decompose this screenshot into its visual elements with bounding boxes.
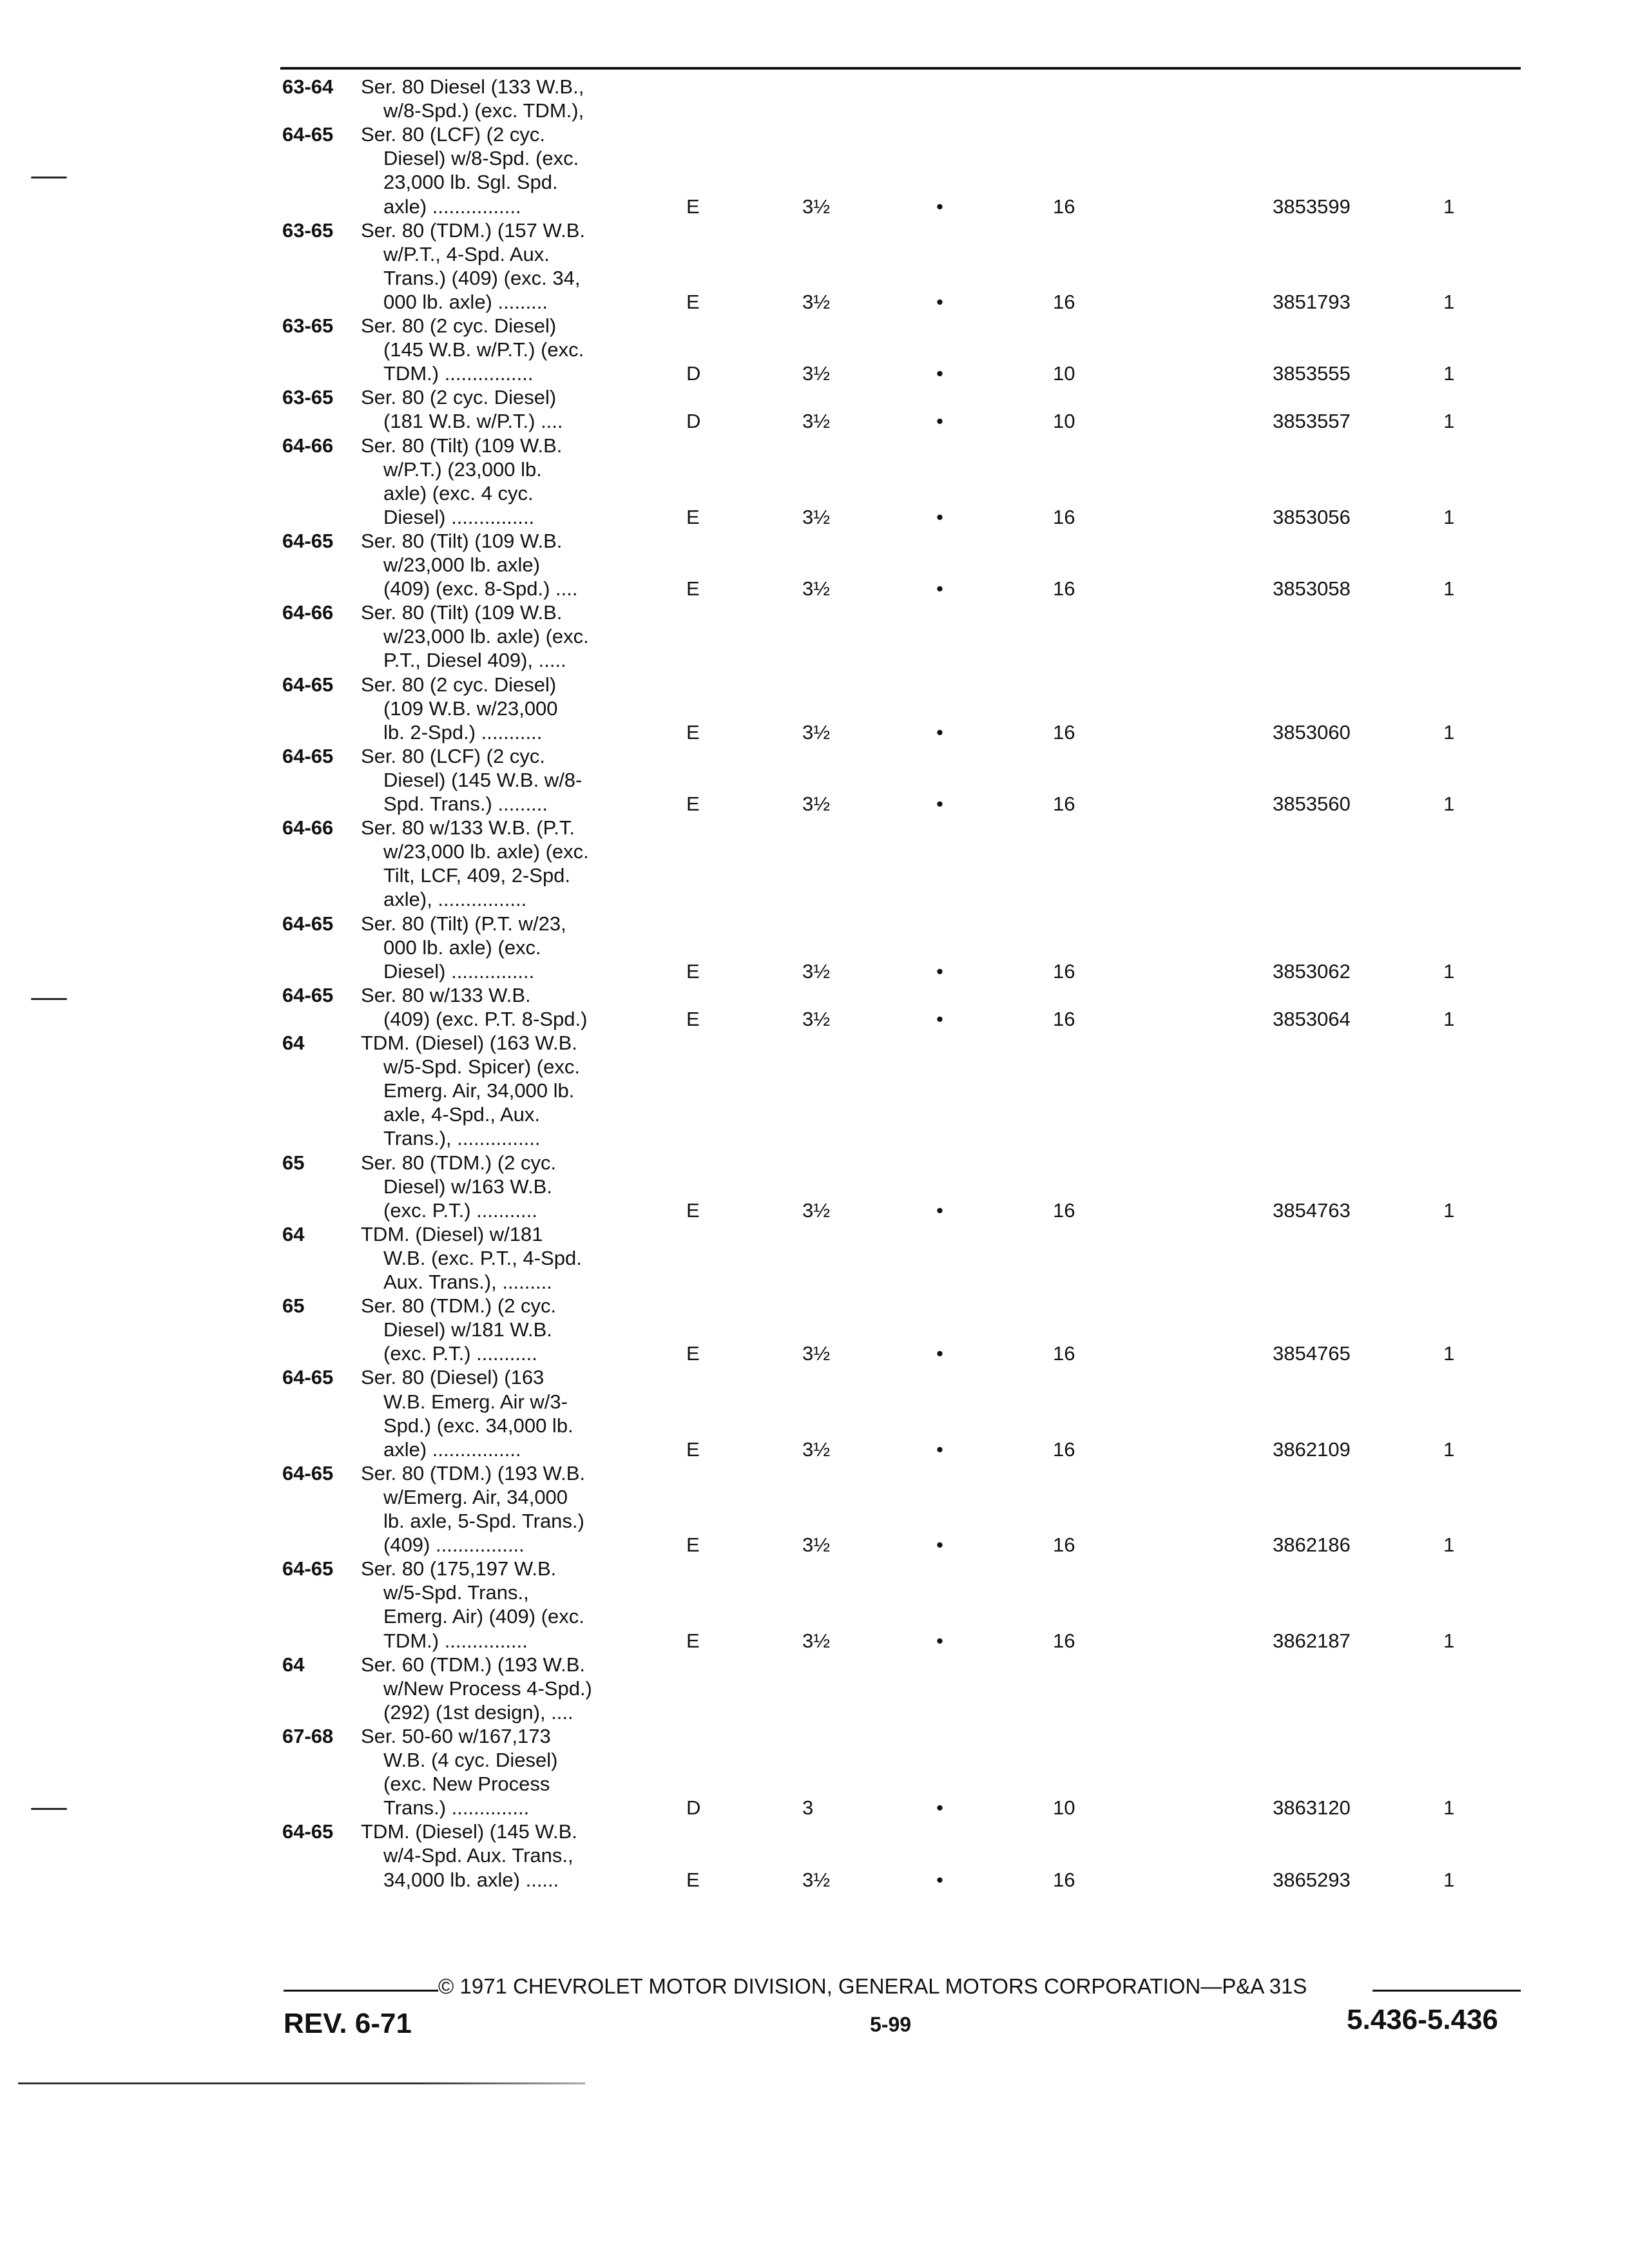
- row-description-line: Ser. 80 (Tilt) (109 W.B.: [361, 529, 563, 552]
- row-size: 3½: [802, 505, 831, 528]
- row-number: 16: [1053, 505, 1075, 528]
- row-code: E: [686, 1629, 700, 1652]
- row-quantity: 1: [1443, 505, 1455, 528]
- row-part-number: 3862109: [1273, 1437, 1351, 1461]
- row-description-line: 000 lb. axle) (exc.: [383, 936, 541, 959]
- row-description-line: (181 W.B. w/P.T.) ....: [383, 410, 563, 433]
- row-years: 64-65: [282, 123, 334, 146]
- row-code: D: [686, 1796, 701, 1820]
- row-description-line: Emerg. Air, 34,000 lb.: [383, 1079, 575, 1102]
- row-description-line: Aux. Trans.), .........: [383, 1271, 552, 1293]
- row-description-line: Ser. 80 (Tilt) (P.T. w/23,: [361, 912, 566, 935]
- row-quantity: 1: [1443, 290, 1455, 313]
- row-number: 16: [1053, 793, 1075, 815]
- row-code: E: [686, 1868, 700, 1891]
- row-part-number: 3853560: [1273, 793, 1351, 815]
- row-description-line: 23,000 lb. Sgl. Spd.: [383, 171, 558, 194]
- row-description-line: axle) ................: [383, 1437, 521, 1461]
- row-description-line: w/23,000 lb. axle) (exc.: [383, 625, 589, 648]
- row-description-line: Ser. 80 (175,197 W.B.: [361, 1557, 557, 1581]
- row-size: 3½: [802, 195, 831, 218]
- footer-rule-left: [284, 1990, 438, 1992]
- row-description-line: Ser. 50-60 w/167,173: [361, 1724, 551, 1747]
- row-description-line: w/23,000 lb. axle): [383, 553, 540, 576]
- row-number: 16: [1053, 959, 1075, 983]
- row-quantity: 1: [1443, 195, 1455, 218]
- row-description-line: (exc. New Process: [383, 1773, 550, 1796]
- row-code: E: [686, 1007, 700, 1030]
- row-description-line: Ser. 80 Diesel (133 W.B.,: [361, 75, 584, 98]
- row-years: 63-65: [282, 218, 334, 242]
- row-years: 64: [282, 1032, 305, 1054]
- row-description-line: TDM. (Diesel) w/181: [361, 1222, 543, 1245]
- row-bullet: •: [936, 1629, 943, 1652]
- row-years: 64-65: [282, 1461, 334, 1485]
- row-part-number: 3865293: [1273, 1868, 1351, 1891]
- row-description-line: (409) ................: [383, 1533, 525, 1557]
- row-bullet: •: [936, 1437, 943, 1461]
- row-part-number: 3853557: [1273, 410, 1351, 433]
- row-description-line: (145 W.B. w/P.T.) (exc.: [383, 338, 584, 361]
- row-number: 16: [1053, 1629, 1075, 1652]
- row-description-line: axle, 4-Spd., Aux.: [383, 1103, 540, 1126]
- row-description-line: Diesel) ...............: [383, 959, 535, 983]
- row-quantity: 1: [1443, 793, 1455, 815]
- row-years: 64-65: [282, 1557, 334, 1581]
- row-size: 3½: [802, 1629, 831, 1652]
- row-code: E: [686, 720, 700, 744]
- row-description-line: w/P.T.) (23,000 lb.: [383, 457, 542, 481]
- row-number: 16: [1053, 1868, 1075, 1891]
- row-part-number: 3854763: [1273, 1198, 1351, 1222]
- row-description-line: W.B. Emerg. Air w/3-: [383, 1390, 568, 1413]
- row-size: 3½: [802, 1007, 831, 1030]
- row-number: 16: [1053, 1007, 1075, 1030]
- row-size: 3½: [802, 1533, 831, 1557]
- row-part-number: 3863120: [1273, 1796, 1351, 1820]
- row-bullet: •: [936, 1342, 943, 1365]
- row-description-line: Ser. 80 (Tilt) (109 W.B.: [361, 434, 563, 457]
- row-description-line: Trans.) (409) (exc. 34,: [383, 266, 581, 289]
- row-number: 16: [1053, 195, 1075, 218]
- row-number: 16: [1053, 1198, 1075, 1222]
- row-description-line: Ser. 80 (2 cyc. Diesel): [361, 386, 557, 409]
- row-description-line: (exc. P.T.) ...........: [383, 1198, 537, 1222]
- row-description-line: axle) (exc. 4 cyc.: [383, 481, 534, 505]
- row-number: 16: [1053, 1437, 1075, 1461]
- row-bullet: •: [936, 505, 943, 528]
- row-description-line: (exc. P.T.) ...........: [383, 1342, 537, 1365]
- row-description-line: Diesel) w/163 W.B.: [383, 1175, 552, 1198]
- row-years: 64-65: [282, 529, 334, 552]
- row-code: E: [686, 1342, 700, 1365]
- row-description-line: W.B. (4 cyc. Diesel): [383, 1749, 558, 1771]
- row-code: E: [686, 195, 700, 218]
- margin-mark: [31, 998, 67, 1000]
- row-description-line: Diesel) (145 W.B. w/8-: [383, 768, 583, 791]
- margin-mark: [31, 1808, 67, 1810]
- row-description-line: Spd.) (exc. 34,000 lb.: [383, 1414, 574, 1437]
- row-number: 16: [1053, 290, 1075, 313]
- row-quantity: 1: [1443, 959, 1455, 983]
- row-quantity: 1: [1443, 362, 1455, 385]
- row-bullet: •: [936, 1007, 943, 1030]
- row-description-line: Ser. 80 (LCF) (2 cyc.: [361, 123, 545, 146]
- row-description-line: axle) ................: [383, 195, 521, 218]
- row-description-line: Diesel) ...............: [383, 505, 535, 528]
- row-years: 64-66: [282, 816, 334, 840]
- footer-rule-right: [1373, 1990, 1521, 1992]
- row-years: 65: [282, 1294, 305, 1318]
- row-description-line: (409) (exc. 8-Spd.) ....: [383, 577, 578, 601]
- row-description-line: Ser. 80 (TDM.) (2 cyc.: [361, 1294, 557, 1318]
- row-bullet: •: [936, 362, 943, 385]
- row-description-line: P.T., Diesel 409), .....: [383, 649, 566, 672]
- row-bullet: •: [936, 1868, 943, 1891]
- row-part-number: 3853058: [1273, 577, 1351, 601]
- row-description-line: 34,000 lb. axle) ......: [383, 1868, 559, 1891]
- row-description-line: Spd. Trans.) .........: [383, 793, 548, 815]
- row-description-line: (109 W.B. w/23,000: [383, 697, 558, 720]
- row-description-line: lb. axle, 5-Spd. Trans.): [383, 1510, 584, 1532]
- row-size: 3½: [802, 720, 831, 744]
- row-bullet: •: [936, 410, 943, 433]
- row-description-line: Ser. 80 w/133 W.B. (P.T.: [361, 816, 575, 840]
- row-part-number: 3853060: [1273, 720, 1351, 744]
- row-quantity: 1: [1443, 577, 1455, 601]
- row-description-line: Trans.), ...............: [383, 1127, 541, 1150]
- row-part-number: 3851793: [1273, 290, 1351, 313]
- row-size: 3½: [802, 1342, 831, 1365]
- row-number: 16: [1053, 720, 1075, 744]
- row-quantity: 1: [1443, 1342, 1455, 1365]
- row-quantity: 1: [1443, 1533, 1455, 1557]
- row-part-number: 3862187: [1273, 1629, 1351, 1652]
- row-years: 64-66: [282, 434, 334, 457]
- row-description-line: (409) (exc. P.T. 8-Spd.): [383, 1007, 588, 1030]
- row-description-line: TDM. (Diesel) (145 W.B.: [361, 1820, 577, 1843]
- row-number: 16: [1053, 1533, 1075, 1557]
- row-code: E: [686, 1533, 700, 1557]
- page-number: 5-99: [870, 2013, 912, 2036]
- row-bullet: •: [936, 720, 943, 744]
- bottom-rule: [18, 2082, 585, 2084]
- row-description-line: Ser. 80 (LCF) (2 cyc.: [361, 744, 545, 767]
- row-quantity: 1: [1443, 1198, 1455, 1222]
- row-years: 64: [282, 1222, 305, 1245]
- row-description-line: (292) (1st design), ....: [383, 1700, 574, 1724]
- row-code: E: [686, 290, 700, 313]
- row-description-line: w/P.T., 4-Spd. Aux.: [383, 242, 550, 265]
- row-number: 10: [1053, 410, 1075, 433]
- row-description-line: Emerg. Air) (409) (exc.: [383, 1605, 584, 1628]
- row-size: 3½: [802, 577, 831, 601]
- row-years: 64-65: [282, 673, 334, 696]
- row-years: 63-65: [282, 386, 334, 409]
- row-code: E: [686, 505, 700, 528]
- row-quantity: 1: [1443, 410, 1455, 433]
- row-years: 64: [282, 1653, 305, 1676]
- row-years: 64-66: [282, 601, 334, 624]
- row-part-number: 3854765: [1273, 1342, 1351, 1365]
- row-code: E: [686, 1437, 700, 1461]
- top-rule: [280, 67, 1521, 70]
- row-years: 65: [282, 1151, 305, 1174]
- row-size: 3½: [802, 1868, 831, 1891]
- row-code: E: [686, 577, 700, 601]
- row-code: E: [686, 959, 700, 983]
- row-quantity: 1: [1443, 1796, 1455, 1820]
- row-description-line: Ser. 80 (2 cyc. Diesel): [361, 673, 557, 696]
- row-size: 3½: [802, 290, 831, 313]
- section-number: 5.436-5.436: [1347, 2004, 1498, 2035]
- row-quantity: 1: [1443, 1007, 1455, 1030]
- row-description-line: TDM.) ...............: [383, 1629, 528, 1652]
- row-number: 16: [1053, 1342, 1075, 1365]
- row-part-number: 3853056: [1273, 505, 1351, 528]
- row-code: D: [686, 362, 701, 385]
- row-years: 67-68: [282, 1724, 334, 1747]
- row-bullet: •: [936, 793, 943, 815]
- row-years: 64-65: [282, 912, 334, 935]
- row-size: 3½: [802, 793, 831, 815]
- row-number: 10: [1053, 362, 1075, 385]
- row-bullet: •: [936, 1198, 943, 1222]
- row-description-line: Diesel) w/8-Spd. (exc.: [383, 147, 579, 170]
- row-size: 3½: [802, 1437, 831, 1461]
- row-years: 64-65: [282, 744, 334, 767]
- row-part-number: 3853062: [1273, 959, 1351, 983]
- row-description-line: Tilt, LCF, 409, 2-Spd.: [383, 864, 571, 887]
- row-description-line: w/4-Spd. Aux. Trans.,: [383, 1844, 574, 1867]
- row-years: 64-65: [282, 1820, 334, 1843]
- row-size: 3: [802, 1796, 814, 1820]
- row-description-line: Ser. 80 (TDM.) (193 W.B.: [361, 1461, 585, 1485]
- row-years: 63-64: [282, 75, 334, 98]
- row-description-line: Ser. 60 (TDM.) (193 W.B.: [361, 1653, 585, 1676]
- row-quantity: 1: [1443, 1437, 1455, 1461]
- row-size: 3½: [802, 410, 831, 433]
- row-bullet: •: [936, 1796, 943, 1820]
- row-bullet: •: [936, 959, 943, 983]
- row-bullet: •: [936, 195, 943, 218]
- row-years: 64-65: [282, 983, 334, 1006]
- row-description-line: w/New Process 4-Spd.): [383, 1677, 592, 1700]
- row-number: 10: [1053, 1796, 1075, 1820]
- row-part-number: 3853064: [1273, 1007, 1351, 1030]
- row-description-line: w/5-Spd. Spicer) (exc.: [383, 1055, 580, 1079]
- row-description-line: w/8-Spd.) (exc. TDM.),: [383, 99, 584, 122]
- row-size: 3½: [802, 959, 831, 983]
- row-description-line: Diesel) w/181 W.B.: [383, 1318, 552, 1341]
- row-bullet: •: [936, 1533, 943, 1557]
- row-description-line: 000 lb. axle) .........: [383, 290, 548, 313]
- row-years: 64-65: [282, 1366, 334, 1389]
- row-description-line: Ser. 80 w/133 W.B.: [361, 983, 531, 1006]
- row-bullet: •: [936, 290, 943, 313]
- row-quantity: 1: [1443, 1868, 1455, 1891]
- row-part-number: 3853555: [1273, 362, 1351, 385]
- row-description-line: Trans.) ..............: [383, 1796, 530, 1820]
- row-description-line: w/5-Spd. Trans.,: [383, 1581, 529, 1604]
- row-size: 3½: [802, 362, 831, 385]
- row-code: E: [686, 1198, 700, 1222]
- row-description-line: w/Emerg. Air, 34,000: [383, 1485, 568, 1508]
- row-description-line: Ser. 80 (TDM.) (157 W.B.: [361, 218, 585, 242]
- row-description-line: W.B. (exc. P.T., 4-Spd.: [383, 1246, 582, 1269]
- row-quantity: 1: [1443, 720, 1455, 744]
- row-description-line: TDM. (Diesel) (163 W.B.: [361, 1032, 577, 1054]
- row-description-line: lb. 2-Spd.) ...........: [383, 720, 543, 744]
- revision-label: REV. 6-71: [284, 2008, 412, 2039]
- row-code: E: [686, 793, 700, 815]
- row-description-line: Ser. 80 (2 cyc. Diesel): [361, 314, 557, 337]
- row-part-number: 3853599: [1273, 195, 1351, 218]
- row-description-line: axle), ................: [383, 888, 527, 911]
- footer-copyright: © 1971 CHEVROLET MOTOR DIVISION, GENERAL MOTORS CORPORATION—P&A 31S: [438, 1974, 1307, 1998]
- row-description-line: w/23,000 lb. axle) (exc.: [383, 840, 589, 863]
- row-description-line: Ser. 80 (Tilt) (109 W.B.: [361, 601, 563, 624]
- row-number: 16: [1053, 577, 1075, 601]
- row-part-number: 3862186: [1273, 1533, 1351, 1557]
- row-code: D: [686, 410, 701, 433]
- row-years: 63-65: [282, 314, 334, 337]
- row-bullet: •: [936, 577, 943, 601]
- row-description-line: Ser. 80 (TDM.) (2 cyc.: [361, 1151, 557, 1174]
- row-description-line: Ser. 80 (Diesel) (163: [361, 1366, 545, 1389]
- margin-mark: [31, 177, 67, 178]
- row-size: 3½: [802, 1198, 831, 1222]
- row-description-line: TDM.) ................: [383, 362, 534, 385]
- row-quantity: 1: [1443, 1629, 1455, 1652]
